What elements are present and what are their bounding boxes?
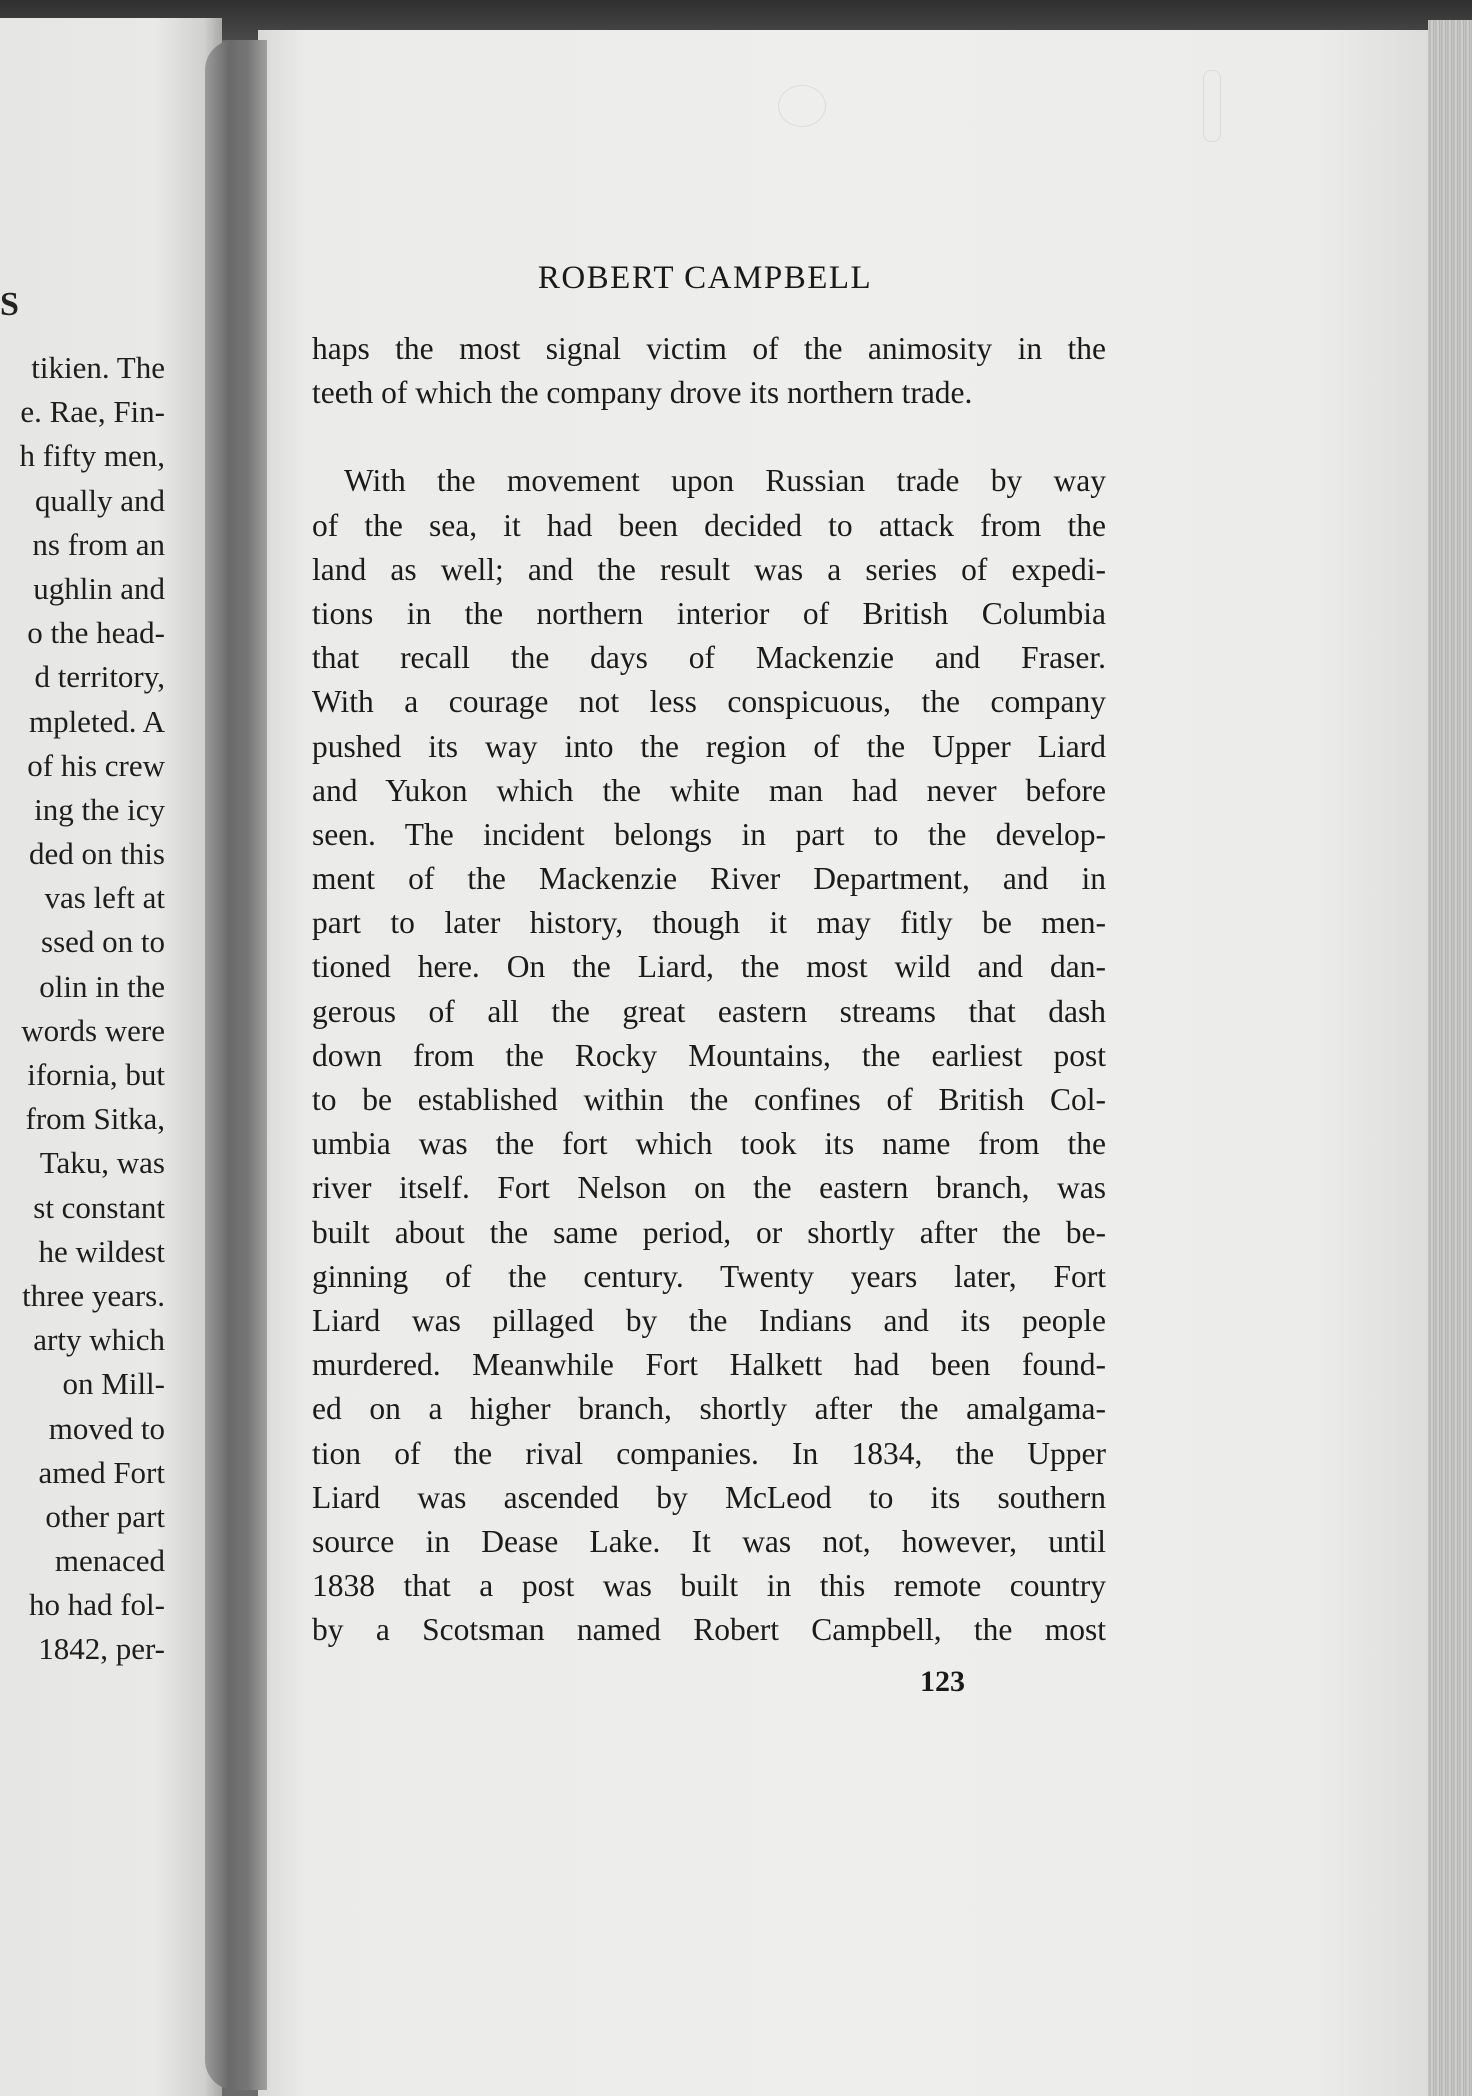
text-line: haps the most signal victim of the animosity in the (312, 331, 1106, 366)
left-text-line: Taku, was (39, 1145, 165, 1181)
left-page-text (0, 346, 165, 1672)
text-line: murdered. Meanwhile Fort Halkett had been found- (312, 1347, 1106, 1383)
text-line: tioned here. On the Liard, the most wild and dan- (312, 949, 1106, 985)
text-line: seen. The incident belongs in part to the develop- (312, 816, 1106, 852)
text-line: umbia was the fort which took its name from the (312, 1126, 1106, 1162)
left-text-line: amed Fort (38, 1454, 165, 1490)
left-text-line: of his crew (27, 747, 165, 783)
left-text-line: arty which (33, 1322, 165, 1358)
left-text-line: words were (21, 1012, 165, 1048)
paper-blemish (778, 85, 826, 127)
text-line: With a courage not less conspicuous, the company (312, 684, 1106, 720)
text-line: 1838 that a post was built in this remote country (312, 1568, 1106, 1604)
left-page (0, 18, 222, 2096)
text-line: ment of the Mackenzie River Department, and in (312, 861, 1106, 897)
left-text-line: moved to (48, 1410, 165, 1446)
left-text-line: d territory, (34, 659, 165, 695)
running-head: ROBERT CAMPBELL (537, 260, 873, 296)
left-text-line: other part (45, 1498, 165, 1534)
text-line: pushed its way into the region of the Upper Liard (312, 728, 1106, 764)
left-text-line: olin in the (39, 968, 165, 1004)
paragraph (312, 327, 1106, 415)
text-line: tions in the northern interior of British Columbia (312, 595, 1106, 631)
left-text-line: st constant (33, 1189, 165, 1225)
text-line: With the movement upon Russian trade by way (344, 463, 1106, 499)
left-text-line: from Sitka, (25, 1101, 165, 1137)
text-line: ed on a higher branch, shortly after the amalgama- (312, 1391, 1106, 1427)
left-text-line: ughlin and (33, 570, 165, 606)
paper-blemish (1203, 70, 1221, 142)
text-line: of the sea, it had been decided to attack from the (312, 507, 1106, 543)
left-text-line: vas left at (44, 880, 165, 916)
left-text-line: tikien. The (31, 350, 165, 385)
text-line: teeth of which the company drove its northern trade. (312, 375, 973, 411)
left-text-line: on Mill- (62, 1366, 165, 1402)
page-edges (1428, 20, 1472, 2096)
left-text-line: menaced (54, 1543, 165, 1579)
text-line: gerous of all the great eastern streams that dash (312, 993, 1106, 1029)
left-text-line: ho had fol- (28, 1587, 165, 1623)
left-text-line: e. Rae, Fin- (20, 394, 165, 430)
left-text-line: 1842, per- (38, 1631, 165, 1667)
left-text-line: three years. (22, 1277, 165, 1313)
text-line: river itself. Fort Nelson on the eastern branch, was (312, 1170, 1106, 1206)
left-text-line: mpleted. A (28, 703, 165, 739)
text-line: Liard was pillaged by the Indians and its people (312, 1302, 1106, 1338)
text-line: land as well; and the result was a series of expedi- (312, 551, 1106, 587)
left-running-head-fragment: S (0, 286, 19, 323)
left-text-line: h fifty men, (19, 438, 165, 474)
left-text-line: ded on this (28, 836, 165, 872)
text-line: to be established within the confines of British Col- (312, 1082, 1106, 1117)
text-line: by a Scotsman named Robert Campbell, the most (312, 1612, 1106, 1648)
left-text-line: he wildest (38, 1233, 165, 1269)
text-line: built about the same period, or shortly after the be- (312, 1214, 1106, 1250)
book-gutter (205, 40, 267, 2090)
text-line: Liard was ascended by McLeod to its southern (312, 1479, 1106, 1515)
text-line: tion of the rival companies. In 1834, the Upper (312, 1435, 1106, 1471)
text-line: ginning of the century. Twenty years later, Fort (312, 1258, 1106, 1294)
text-line: part to later history, though it may fitly be men- (312, 905, 1106, 941)
left-text-line: o the head- (27, 615, 165, 651)
page-number: 123 (920, 1665, 965, 1698)
text-line: source in Dease Lake. It was not, however, until (312, 1523, 1106, 1559)
left-text-line: qually and (35, 482, 165, 518)
left-text-line: ssed on to (41, 924, 165, 960)
text-line: and Yukon which the white man had never before (312, 772, 1106, 808)
text-line: that recall the days of Mackenzie and Fraser. (312, 640, 1106, 676)
body-text (312, 327, 1106, 1652)
paragraph (312, 459, 1106, 1652)
text-line: down from the Rocky Mountains, the earliest post (312, 1037, 1106, 1073)
left-text-line: ns from an (32, 526, 165, 562)
left-text-line: ifornia, but (27, 1057, 165, 1092)
paragraph-gap (312, 415, 1106, 459)
left-text-line: ing the icy (34, 791, 165, 827)
